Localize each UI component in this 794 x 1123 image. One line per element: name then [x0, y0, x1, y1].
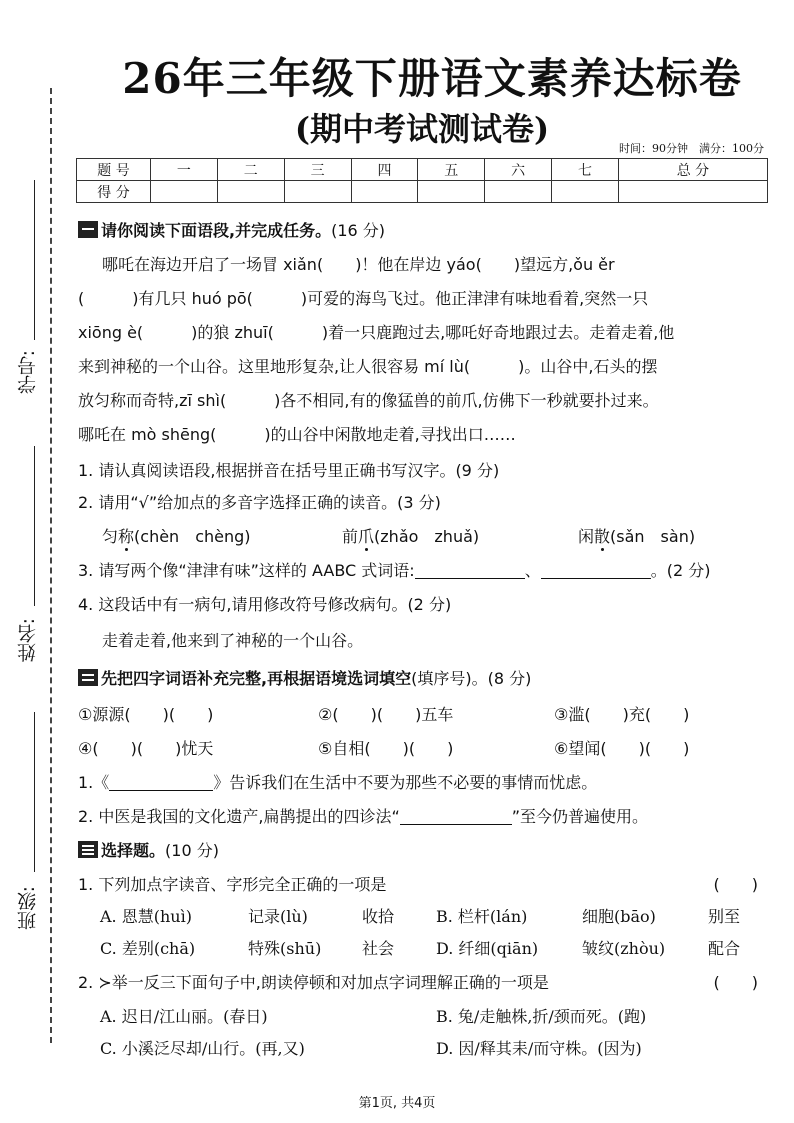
score-table-col: 五	[418, 159, 485, 181]
score-table-row-label: 题 号	[77, 159, 151, 181]
score-cell[interactable]	[151, 181, 218, 203]
choice-option: 皱纹(zhòu)	[582, 939, 666, 958]
score-table-col: 六	[485, 159, 552, 181]
score-table	[76, 158, 768, 203]
passage-line: xiōng è( )的狼 zhuī( )着一只鹿跑过去,哪吒好奇地跟过去。走着走着,他	[78, 323, 675, 342]
section-2-number-icon	[78, 669, 98, 686]
answer-bracket[interactable]: ( )	[713, 875, 758, 894]
choice-option: 记录(lù)	[248, 907, 308, 926]
choice-option: 收拾	[362, 907, 395, 926]
idiom-item: ①源源( )( )	[78, 705, 214, 724]
name-label: 姓名:	[14, 618, 41, 662]
choice-option: 别至	[708, 907, 741, 926]
exam-meta: 时间：90分钟 满分：100分	[619, 142, 764, 155]
choice-option: D. 纤细(qiān)	[436, 939, 539, 958]
section-3-heading: 选择题。(10 分)	[78, 838, 219, 861]
score-cell[interactable]	[217, 181, 284, 203]
score-table-score-row	[77, 181, 768, 203]
choice-option: C. 小溪泛尽却/山行。(再,又)	[100, 1039, 305, 1058]
score-cell[interactable]	[485, 181, 552, 203]
passage-line: 哪吒在 mò shēng( )的山谷中闲散地走着,寻找出口……	[78, 425, 516, 444]
score-cell[interactable]	[552, 181, 619, 203]
score-table-col: 四	[351, 159, 418, 181]
student-id-label: 学号:	[14, 350, 41, 394]
answer-blank[interactable]	[415, 563, 525, 579]
page-title: 26年三年级下册语文素养达标卷	[122, 54, 742, 103]
score-cell[interactable]	[418, 181, 485, 203]
page-subtitle: (期中考试测试卷)	[294, 110, 550, 148]
idiom-item: ⑥望闻( )( )	[554, 739, 690, 758]
question-2-2: 2. 中医是我国的文化遗产,扁鹊提出的四诊法“ ”至今仍普遍使用。	[78, 807, 649, 826]
answer-blank[interactable]	[109, 775, 213, 791]
passage-line: 放匀称而奇特,zī shì( )各不相同,有的像猛兽的前爪,仿佛下一秒就要扑过来。	[78, 391, 659, 410]
student-id-line	[34, 180, 35, 340]
cut-line	[50, 88, 52, 1043]
idiom-item: ④( )( )忧天	[78, 739, 214, 758]
score-cell[interactable]	[618, 181, 767, 203]
choice-option: D. 因/释其耒/而守株。(因为)	[436, 1039, 642, 1058]
faulty-sentence: 走着走着,他来到了神秘的一个山谷。	[102, 631, 364, 650]
choice-option: 社会	[362, 939, 395, 958]
choice-option: 细胞(bāo)	[582, 907, 656, 926]
score-table-row-label: 得 分	[77, 181, 151, 203]
idiom-item: ②( )( )五车	[318, 705, 454, 724]
score-table-col: 一	[151, 159, 218, 181]
question-3-1: 1. 下列加点字读音、字形完全正确的一项是 ( )	[78, 872, 768, 895]
score-table-col: 三	[284, 159, 351, 181]
choice-option: 配合	[708, 939, 741, 958]
score-cell[interactable]	[284, 181, 351, 203]
polyphone-option: 闲散(sǎn sàn)	[578, 527, 696, 546]
question-1-1: 1. 请认真阅读语段,根据拼音在括号里正确书写汉字。(9 分)	[78, 461, 500, 480]
class-line	[34, 712, 35, 872]
polyphone-option: 匀称(chèn chèng)	[102, 527, 251, 546]
section-1-number-icon	[78, 221, 98, 238]
question-1-4: 4. 这段话中有一病句,请用修改符号修改病句。(2 分)	[78, 595, 452, 614]
binding-margin	[0, 0, 70, 1123]
section-3-number-icon	[78, 841, 98, 858]
choice-option: 特殊(shū)	[248, 939, 322, 958]
answer-blank[interactable]	[541, 563, 651, 579]
score-table-header-row	[77, 159, 768, 181]
question-1-2: 2. 请用“√”给加点的多音字选择正确的读音。(3 分)	[78, 493, 441, 512]
page-footer: 第1页, 共4页	[358, 1096, 436, 1111]
answer-blank[interactable]	[400, 809, 512, 825]
choice-option: B. 兔/走触株,折/颈而死。(跑)	[436, 1007, 647, 1026]
score-table-col: 七	[552, 159, 619, 181]
choice-option: A. 恩慧(huì)	[100, 907, 192, 926]
score-table-col: 二	[217, 159, 284, 181]
choice-option: B. 栏杆(lán)	[436, 907, 528, 926]
question-1-3: 3. 请写两个像“津津有味”这样的 AABC 式词语: 、 。(2 分)	[78, 561, 711, 580]
passage-line: 哪吒在海边开启了一场冒 xiǎn( )！他在岸边 yáo( )望远方,ǒu ěr	[102, 255, 615, 274]
polyphone-option: 前爪(zhǎo zhuǎ)	[342, 527, 480, 546]
choice-option: A. 迟日/江山丽。(春日)	[100, 1007, 268, 1026]
question-2-1: 1.《 》告诉我们在生活中不要为那些不必要的事情而忧虑。	[78, 773, 598, 792]
answer-bracket[interactable]: ( )	[713, 973, 758, 992]
score-table-col: 总 分	[618, 159, 767, 181]
class-label: 班级:	[14, 886, 41, 930]
section-2-heading: 先把四字词语补充完整,再根据语境选词填空(填序号)。(8 分)	[78, 666, 531, 689]
name-line	[34, 446, 35, 606]
choice-option: C. 差别(chā)	[100, 939, 196, 958]
passage-line: ( )有几只 huó pō( )可爱的海鸟飞过。他正津津有味地看着,突然一只	[78, 289, 649, 308]
idiom-item: ⑤自相( )( )	[318, 739, 454, 758]
passage-line: 来到神秘的一个山谷。这里地形复杂,让人很容易 mí lù( )。山谷中,石头的摆	[78, 357, 658, 376]
idiom-item: ③滥( )充( )	[554, 705, 690, 724]
section-1-heading: 请你阅读下面语段,并完成任务。(16 分)	[78, 218, 385, 241]
score-cell[interactable]	[351, 181, 418, 203]
question-3-2: 2. ≻举一反三下面句子中,朗读停顿和对加点字词理解正确的一项是 ( )	[78, 970, 768, 993]
